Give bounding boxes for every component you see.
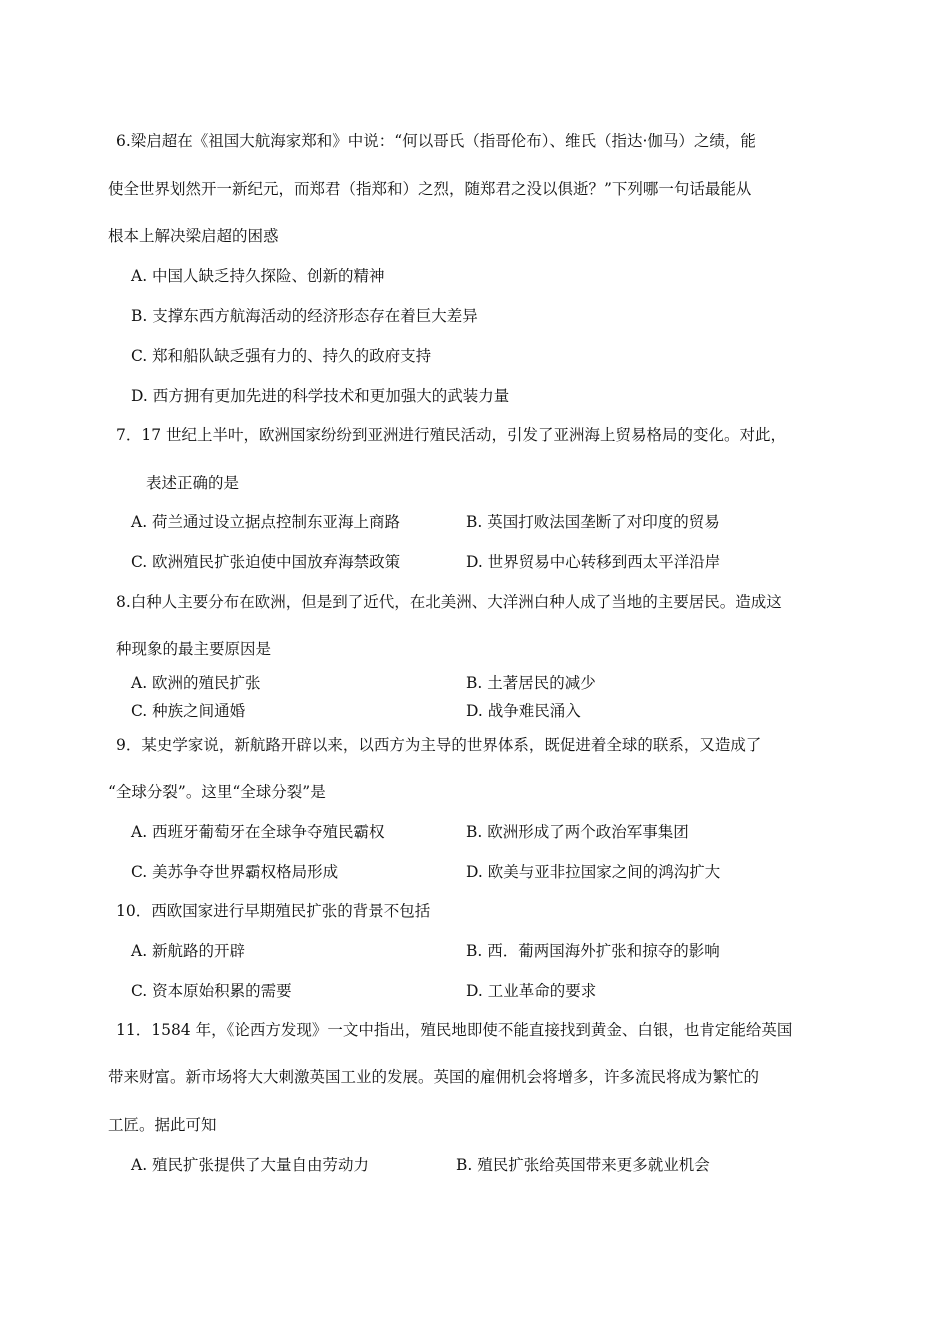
question-11-option-a: A. 殖民扩张提供了大量自由劳动力 xyxy=(131,1156,370,1174)
question-6-line-2: 使全世界划然开一新纪元，而郑君（指郑和）之烈，随郑君之没以俱逝？”下列哪一句话最能从 xyxy=(108,180,752,198)
question-7-option-c: C. 欧洲殖民扩张迫使中国放弃海禁政策 xyxy=(131,553,401,571)
question-9-option-a: A. 西班牙葡萄牙在全球争夺殖民霸权 xyxy=(131,823,385,841)
question-7-option-a: A. 荷兰通过设立据点控制东亚海上商路 xyxy=(131,513,401,531)
question-9-option-b: B. 欧洲形成了两个政治军事集团 xyxy=(466,823,689,841)
question-8-option-d: D. 战争难民涌入 xyxy=(466,702,581,720)
question-6-option-a: A. 中国人缺乏持久探险、创新的精神 xyxy=(131,267,385,285)
question-6-option-d: D. 西方拥有更加先进的科学技术和更加强大的武装力量 xyxy=(131,387,510,405)
question-6-option-b: B. 支撑东西方航海活动的经济形态存在着巨大差异 xyxy=(131,307,478,325)
question-7-line-2: 表述正确的是 xyxy=(146,474,240,492)
question-11-line-1: 11．1584 年，《论西方发现》一文中指出，殖民地即使不能直接找到黄金、白银，也肯定能给英国 xyxy=(116,1021,793,1039)
question-10-option-b: B. 西．葡两国海外扩张和掠夺的影响 xyxy=(466,942,720,960)
question-10-line-1: 10．西欧国家进行早期殖民扩张的背景不包括 xyxy=(116,902,431,920)
question-9-line-1: 9．某史学家说，新航路开辟以来，以西方为主导的世界体系，既促进着全球的联系，又造成了 xyxy=(116,736,762,754)
question-8-option-b: B. 土著居民的减少 xyxy=(466,674,596,692)
question-8-line-2: 种现象的最主要原因是 xyxy=(116,640,272,658)
question-11-option-b: B. 殖民扩张给英国带来更多就业机会 xyxy=(456,1156,710,1174)
question-7-option-d: D. 世界贸易中心转移到西太平洋沿岸 xyxy=(466,553,721,571)
question-10-option-d: D. 工业革命的要求 xyxy=(466,982,597,1000)
question-6-option-c: C. 郑和船队缺乏强有力的、持久的政府支持 xyxy=(131,347,432,365)
question-9-line-2: “全球分裂”。这里“全球分裂”是 xyxy=(108,783,326,801)
question-7-option-b: B. 英国打败法国垄断了对印度的贸易 xyxy=(466,513,720,531)
question-11-line-3: 工匠。据此可知 xyxy=(108,1116,217,1134)
question-10-option-a: A. 新航路的开辟 xyxy=(131,942,246,960)
question-9-option-c: C. 美苏争夺世界霸权格局形成 xyxy=(131,863,339,881)
question-9-option-d: D. 欧美与亚非拉国家之间的鸿沟扩大 xyxy=(466,863,721,881)
question-8-option-a: A. 欧洲的殖民扩张 xyxy=(131,674,261,692)
question-11-line-2: 带来财富。新市场将大大刺激英国工业的发展。英国的雇佣机会将增多，许多流民将成为繁忙的 xyxy=(108,1068,760,1086)
question-6-line-1: 6.梁启超在《祖国大航海家郑和》中说：“何以哥氏（指哥伦布）、维氏（指达·伽马）之绩，能 xyxy=(116,132,756,150)
question-10-option-c: C. 资本原始积累的需要 xyxy=(131,982,292,1000)
question-8-option-c: C. 种族之间通婚 xyxy=(131,702,246,720)
question-7-line-1: 7．17 世纪上半叶，欧洲国家纷纷到亚洲进行殖民活动，引发了亚洲海上贸易格局的变化。对此， xyxy=(116,426,787,444)
question-6-line-3: 根本上解决梁启超的困惑 xyxy=(108,227,279,245)
question-8-line-1: 8.白种人主要分布在欧洲，但是到了近代，在北美洲、大洋洲白种人成了当地的主要居民。造成这 xyxy=(116,593,782,611)
